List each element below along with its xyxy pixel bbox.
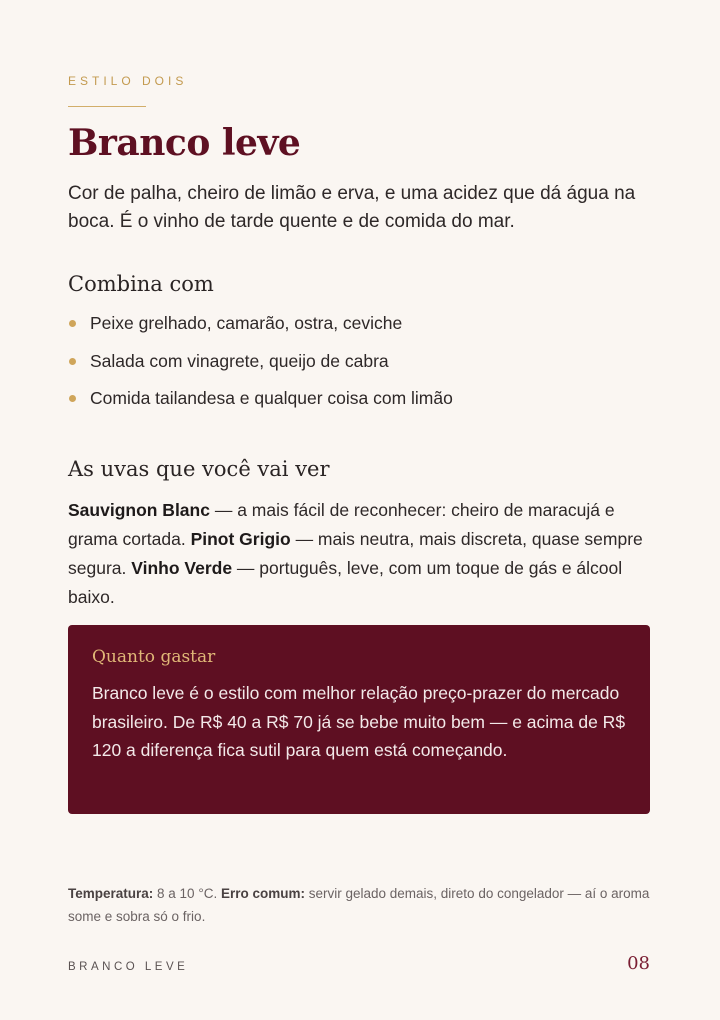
list-item-text: Peixe grelhado, camarão, ostra, ceviche xyxy=(90,313,403,333)
list-item xyxy=(68,385,668,423)
pairings-list xyxy=(68,310,668,423)
eyebrow-label: ESTILO DOIS xyxy=(68,74,188,88)
footer-section-label: BRANCO LEVE xyxy=(68,961,189,973)
price-callout xyxy=(68,625,650,814)
grape-name: Sauvignon Blanc xyxy=(68,500,210,520)
grapes-paragraph xyxy=(68,496,658,612)
temperature-label: Temperatura: xyxy=(68,886,154,901)
list-item xyxy=(68,310,668,348)
temperature-value: 8 a 10 °C. xyxy=(153,886,221,901)
list-item xyxy=(68,348,668,386)
error-value: servir gelado demais, direto do congelador — aí o aroma some e sobra só o frio. xyxy=(68,886,650,924)
error-label: Erro comum: xyxy=(220,886,305,901)
grape-description: — a mais fácil de reconhecer: cheiro de maracujá e grama cortada. xyxy=(68,500,615,549)
pairings-heading: Combina com xyxy=(68,272,214,296)
list-item-text: Comida tailandesa e qualquer coisa com limão xyxy=(90,388,453,408)
eyebrow-rule xyxy=(68,106,146,107)
grape-name: Pinot Grigio xyxy=(190,529,291,549)
page-title: Branco leve xyxy=(68,122,301,164)
grape-description: — mais neutra, mais discreta, quase sempre segura. xyxy=(68,529,643,578)
bullet-dot xyxy=(69,358,76,365)
grapes-heading: As uvas que você vai ver xyxy=(68,457,330,481)
bullet-dot xyxy=(69,395,76,402)
list-item-text: Salada com vinagrete, queijo de cabra xyxy=(90,350,389,371)
grape-name: Vinho Verde xyxy=(131,558,233,578)
callout-title: Quanto gastar xyxy=(92,647,216,667)
intro-paragraph: Cor de palha, cheiro de limão e erva, e uma acidez que dá água na boca. É o vinho de tarde quente e de comida do mar. xyxy=(68,183,636,232)
callout-body: Branco leve é o estilo com melhor relação preço-prazer do mercado brasileiro. De R$ 40 a R$ 70 já se bebe muito bem — e acima de R$ 120 a diferença fica sutil para quem está começando. xyxy=(92,683,626,760)
bullet-dot xyxy=(69,320,76,327)
page-number: 08 xyxy=(627,953,650,974)
serving-note xyxy=(68,882,658,928)
grape-description: — português, leve, com um toque de gás e álcool baixo. xyxy=(68,558,623,607)
